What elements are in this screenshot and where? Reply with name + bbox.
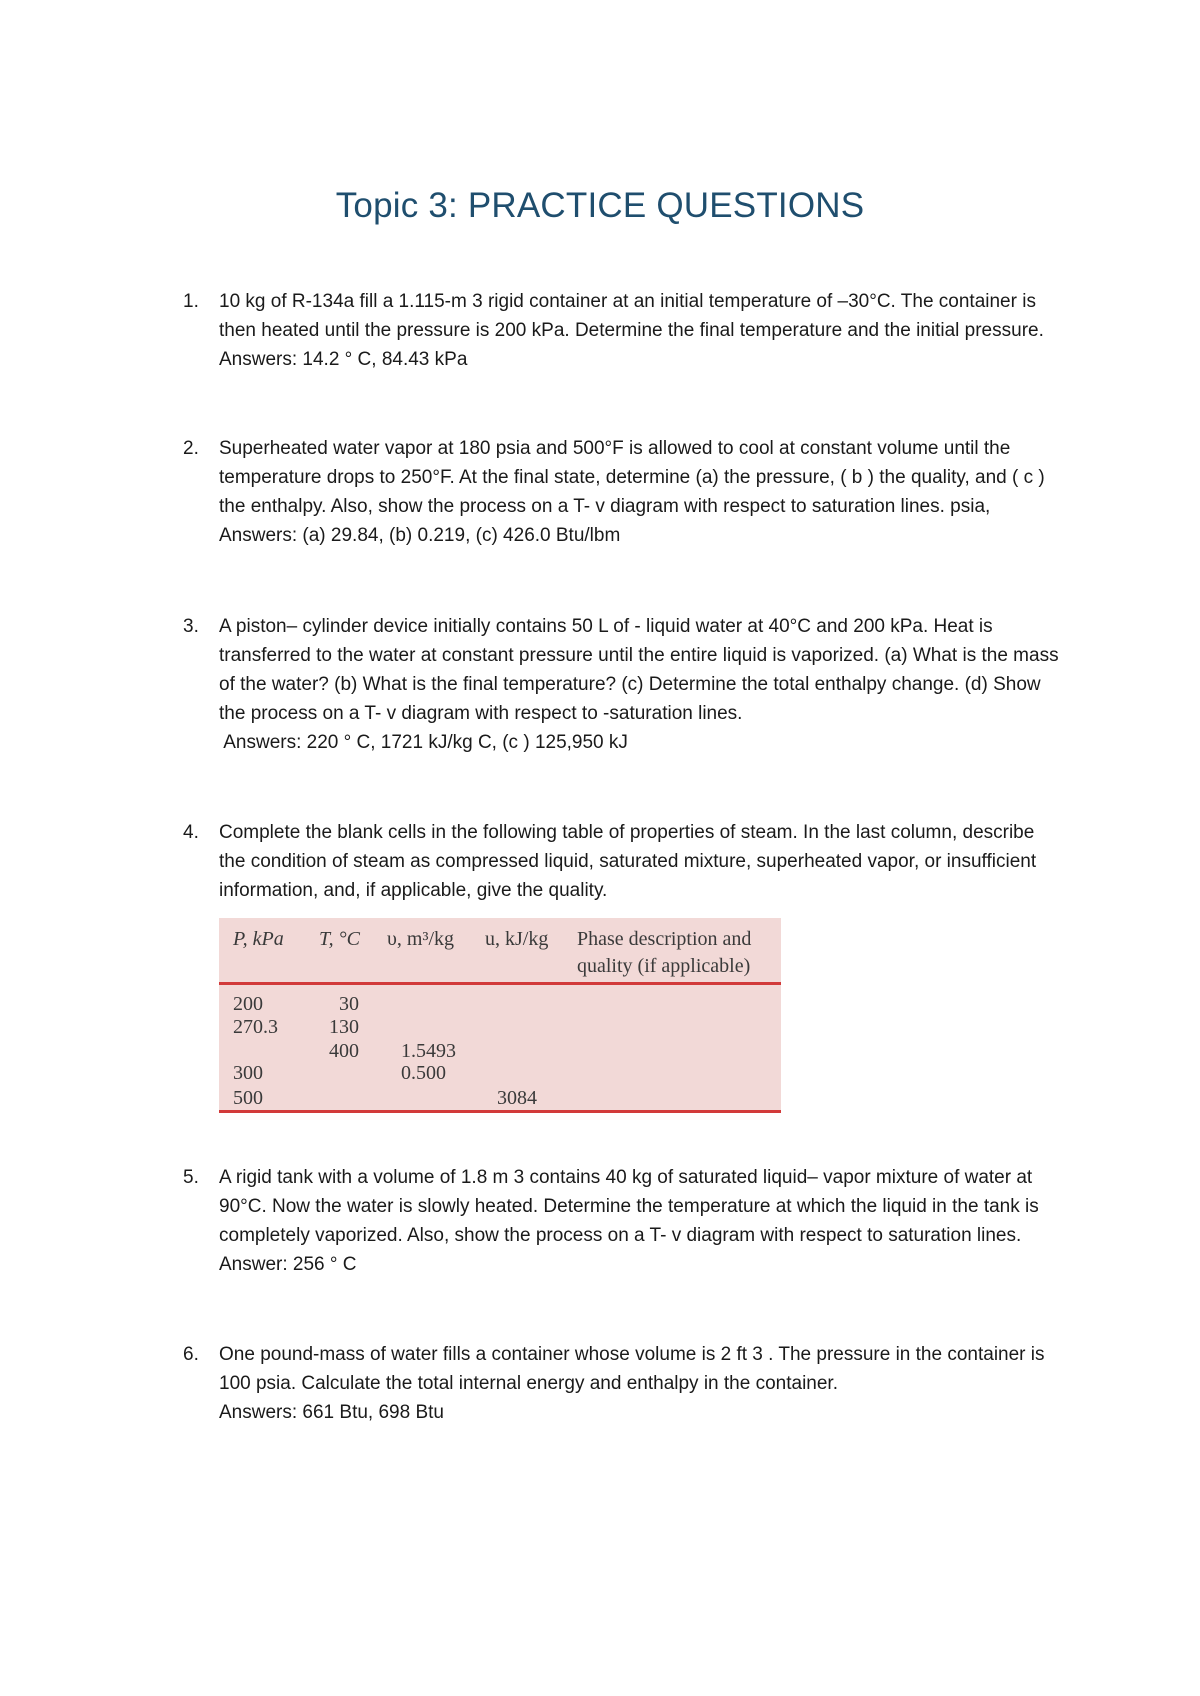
header-temperature: T, °C: [319, 928, 360, 950]
question-answer: Answers: (a) 29.84, (b) 0.219, (c) 426.0 Btu/lbm: [219, 525, 621, 546]
question-number: 3.: [183, 616, 199, 637]
question-6: [183, 1340, 1063, 1427]
question-5: [183, 1163, 1063, 1279]
question-text: Complete the blank cells in the following table of properties of steam. In the last column, describe the condition of steam as compressed liquid, saturated mixture, superheated vapor, or insufficient information, and, if applicable, give the quality.: [219, 822, 1037, 901]
cell-p: 300: [233, 1062, 263, 1084]
table-rule-bottom: [219, 1110, 781, 1113]
header-phase: Phase description and: [577, 928, 752, 950]
question-text: A piston– cylinder device initially contains 50 L of - liquid water at 40°C and 200 kPa. Heat is transferred to the water at constant pressure until the entire liquid is vaporized. (a) What is the mass of the water? (b) What is the final temperature? (c) Determine the total enthalpy change. (d) Show the process on a T- v diagram with respect to -saturation lines.: [219, 616, 1059, 724]
steam-properties-table: [219, 918, 781, 1113]
cell-v: 1.5493: [401, 1040, 456, 1062]
question-answer: Answer: 256 ° C: [219, 1254, 357, 1275]
cell-u: 3084: [497, 1087, 537, 1109]
question-4: [183, 818, 1063, 905]
question-answer: Answers: 661 Btu, 698 Btu: [219, 1402, 444, 1423]
cell-t: 130: [329, 1016, 359, 1038]
question-number: 5.: [183, 1167, 199, 1188]
question-number: 1.: [183, 291, 199, 312]
question-number: 6.: [183, 1344, 199, 1365]
question-text: A rigid tank with a volume of 1.8 m 3 contains 40 kg of saturated liquid– vapor mixture of water at 90°C. Now the water is slowly heated. Determine the temperature at which the liquid in the tank is completely vaporized. Also, show the process on a T- v diagram with respect to saturation lines.: [219, 1167, 1039, 1246]
question-2: [183, 434, 1063, 550]
cell-v: 0.500: [401, 1062, 446, 1084]
question-text: One pound-mass of water fills a container whose volume is 2 ft 3 . The pressure in the container is 100 psia. Calculate the total internal energy and enthalpy in the container.: [219, 1344, 1045, 1394]
cell-p: 200: [233, 993, 263, 1015]
header-phase-quality: quality (if applicable): [577, 955, 751, 977]
cell-t: 30: [339, 993, 359, 1015]
question-number: 2.: [183, 438, 199, 459]
page-title: Topic 3: PRACTICE QUESTIONS: [335, 186, 865, 225]
question-text: Superheated water vapor at 180 psia and 500°F is allowed to cool at constant volume until the temperature drops to 250°F. At the final state, determine (a) the pressure, ( b ) the quality, and ( c ) the enthalpy. Also, show the process on a T- v diagram with respect to saturation lines. psia,: [219, 438, 1045, 517]
question-3: [183, 612, 1063, 757]
table-rule-top: [219, 982, 781, 985]
cell-p: 270.3: [233, 1016, 278, 1038]
header-pressure: P, kPa: [233, 928, 284, 950]
header-internal-energy: u, kJ/kg: [485, 928, 549, 950]
question-answer: Answers: 14.2 ° C, 84.43 kPa: [219, 349, 468, 370]
question-1: [183, 287, 1063, 374]
cell-t: 400: [329, 1040, 359, 1062]
cell-p: 500: [233, 1087, 263, 1109]
question-answer: Answers: 220 ° C, 1721 kJ/kg C, (c ) 125,950 kJ: [219, 732, 628, 753]
question-text: 10 kg of R-134a fill a 1.115-m 3 rigid container at an initial temperature of –30°C. The container is then heated until the pressure is 200 kPa. Determine the final temperature and the initial pressure.: [219, 291, 1044, 341]
question-number: 4.: [183, 822, 199, 843]
header-specific-volume: υ, m³/kg: [387, 928, 455, 950]
